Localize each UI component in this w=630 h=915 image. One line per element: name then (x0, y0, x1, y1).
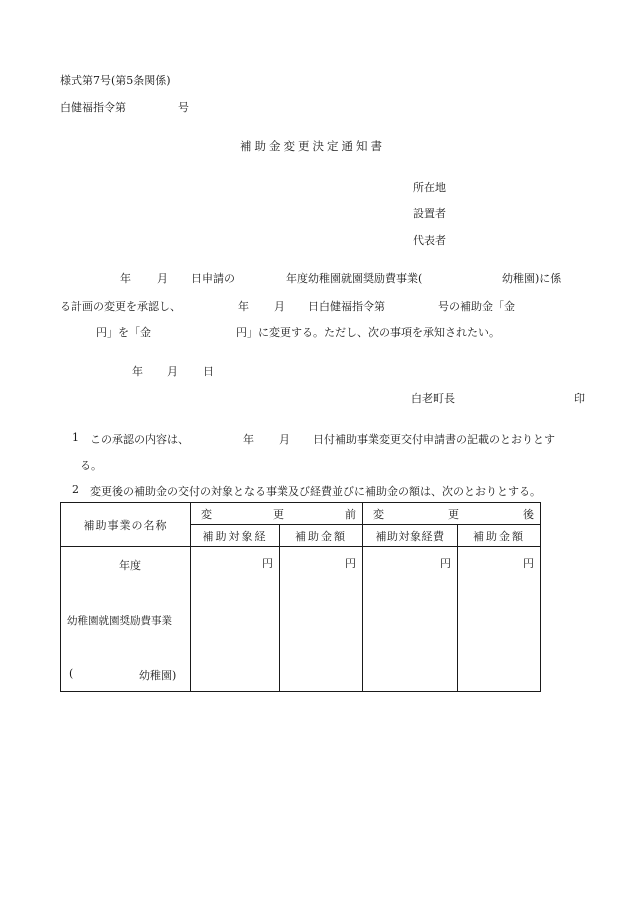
body-month-1: 月 (157, 272, 168, 285)
reference-suffix: 号 (178, 101, 189, 114)
row-kinder-name: 幼稚園) (139, 669, 177, 682)
address-label: 所在地 (413, 181, 446, 194)
project-name-cell (61, 547, 191, 692)
after-amount-cell (458, 547, 541, 692)
header-before-change (191, 503, 363, 525)
yen-unit: 円 (440, 557, 451, 570)
note-1-month: 月 (279, 433, 290, 446)
header-after-subject-cost: 補助対象経費 (363, 525, 458, 547)
header-before-char-3: 前 (345, 507, 356, 521)
body-line2-text: る計画の変更を承認し、 (60, 300, 181, 313)
row-paren-open: ( (69, 667, 74, 680)
header-before-subject-cost: 補助対象経 (191, 525, 280, 547)
header-after-char-2: 更 (448, 507, 459, 521)
header-after-char-3: 後 (523, 507, 534, 521)
representative-label: 代表者 (413, 234, 446, 247)
note-1-text: この承認の内容は、 (90, 433, 189, 446)
note-2-number: 2 (72, 483, 79, 496)
header-before-char-2: 更 (273, 507, 284, 521)
note-2-text: 変更後の補助金の交付の対象となる事業及び経費並びに補助金の額は、次のとおりとする。 (90, 485, 541, 498)
header-before-amount: 補助金額 (280, 525, 363, 547)
body-kinder-text: 幼稚園)に係 (502, 272, 562, 285)
reference-prefix: 白健福指令第 (60, 101, 126, 114)
document-title: 補助金変更決定通知書 (240, 139, 385, 153)
header-after-change (363, 503, 541, 525)
body-fiscal-text: 年度幼稚園就園奨励費事業( (286, 272, 423, 285)
form-number: 様式第7号(第5条関係) (60, 74, 171, 87)
note-1-year: 年 (243, 433, 254, 446)
body-day-text-1: 日申請の (191, 272, 235, 285)
yen-unit: 円 (262, 557, 273, 570)
date-year: 年 (132, 365, 143, 378)
row-year-label: 年度 (119, 559, 141, 572)
body-num-text: 号の補助金「金 (438, 300, 515, 313)
date-month: 月 (167, 365, 178, 378)
body-day-text-2: 日白健福指令第 (308, 300, 385, 313)
seal-mark: 印 (574, 392, 585, 405)
note-1-tail: 日付補助事業変更交付申請書の記載のとおりとす (313, 433, 555, 446)
after-subject-cost-cell (363, 547, 458, 692)
header-after-char-1: 変 (373, 507, 384, 521)
yen-unit: 円 (345, 557, 356, 570)
before-subject-cost-cell (191, 547, 280, 692)
date-day: 日 (203, 365, 214, 378)
yen-unit: 円 (523, 557, 534, 570)
header-after-amount: 補助金額 (458, 525, 541, 547)
subsidy-table (60, 502, 541, 692)
note-1-number: 1 (72, 431, 79, 444)
before-amount-cell (280, 547, 363, 692)
body-line3-text: 円」に変更する。ただし、次の事項を承知されたい。 (236, 326, 500, 339)
body-year-2: 年 (238, 300, 249, 313)
row-project-name: 幼稚園就園奨励費事業 (67, 615, 172, 627)
issuer-name: 白老町長 (411, 392, 455, 405)
body-year-1: 年 (120, 272, 131, 285)
note-1-continuation: る。 (80, 459, 102, 472)
header-before-char-1: 変 (201, 507, 212, 521)
founder-label: 設置者 (413, 207, 446, 220)
body-yen-text: 円」を「金 (96, 326, 151, 339)
header-project-name: 補助事業の名称 (61, 503, 191, 547)
body-month-2: 月 (274, 300, 285, 313)
